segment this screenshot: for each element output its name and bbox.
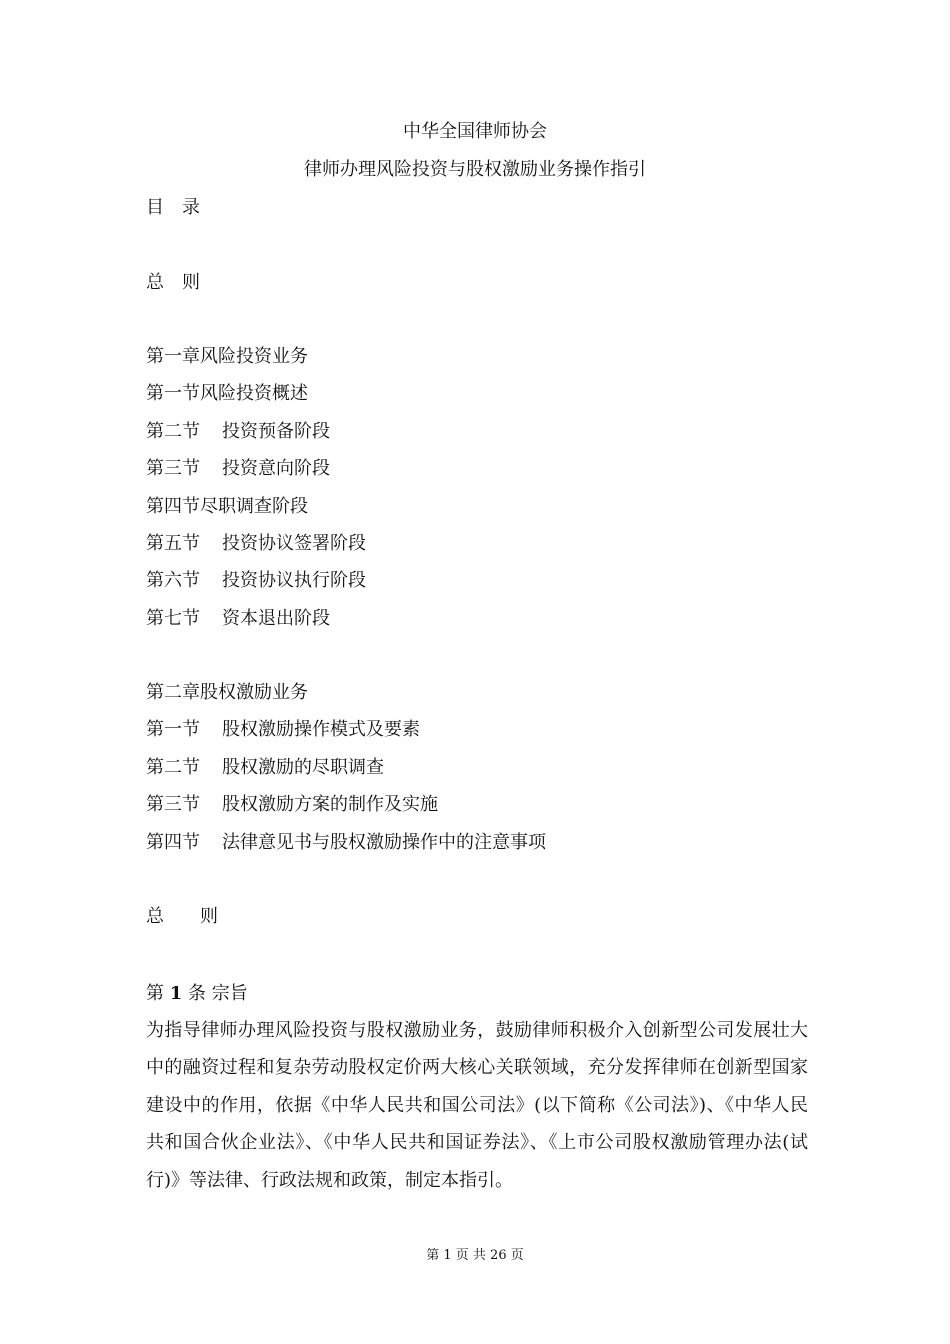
toc-ch2-section-1: 第一节 股权激励操作模式及要素 [146, 719, 420, 740]
toc-ch2-section-2: 第二节 股权激励的尽职调查 [146, 757, 384, 778]
toc-ch2-section-4: 第四节 法律意见书与股权激励操作中的注意事项 [146, 832, 546, 853]
toc-general: 总 则 [146, 272, 200, 293]
article-1-heading: 第 1 条 宗旨 [146, 983, 248, 1004]
toc-ch1-section-6: 第六节 投资协议执行阶段 [146, 570, 366, 591]
toc-ch1-section-7: 第七节 资本退出阶段 [146, 608, 330, 629]
toc-chapter-1: 第一章风险投资业务 [146, 346, 308, 367]
page-footer: 第 1 页 共 26 页 [426, 1248, 524, 1263]
org-name: 中华全国律师协会 [403, 121, 547, 142]
toc-ch1-section-2: 第二节 投资预备阶段 [146, 421, 330, 442]
toc-ch1-section-3: 第三节 投资意向阶段 [146, 458, 330, 479]
general-heading: 总 则 [146, 906, 218, 927]
document-title: 律师办理风险投资与股权激励业务操作指引 [304, 159, 646, 180]
toc-ch1-section-4: 第四节尽职调查阶段 [146, 496, 308, 517]
toc-ch2-section-3: 第三节 股权激励方案的制作及实施 [146, 794, 438, 815]
article-1-text: 为指导律师办理风险投资与股权激励业务，鼓励律师积极介入创新型公司发展壮大中的融资过程和复杂劳动股权定价两大核心关联领域，充分发挥律师在创新型国家建设中的作用，依据《中华人民共和国公司法》(以下简称《公司法》)、《中华人民共和国合伙企业法》、《中华人民共和国证券法》、《上市公司股权激励管理办法(试行)》等法律、行政法规和政策，制定本指引。 [146, 1020, 808, 1191]
toc-ch1-section-1: 第一节风险投资概述 [146, 383, 308, 404]
toc-ch1-section-5: 第五节 投资协议签署阶段 [146, 533, 366, 554]
toc-chapter-2: 第二章股权激励业务 [146, 682, 308, 703]
toc-heading: 目 录 [146, 197, 200, 218]
